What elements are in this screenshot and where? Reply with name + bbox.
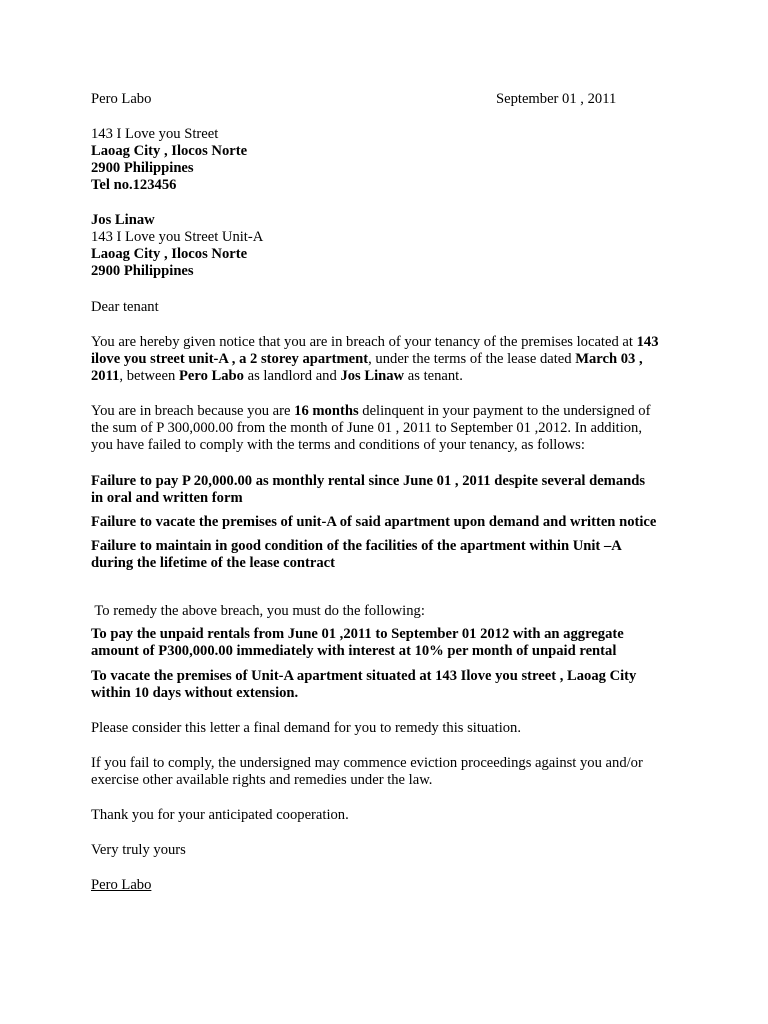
sender-address (91, 126, 691, 194)
final-demand (91, 720, 691, 737)
sender-zip-country: 2900 Philippines (91, 160, 194, 176)
failure-item-3 (91, 538, 691, 572)
breach-text: You are in breach because you are (91, 403, 295, 419)
salutation (91, 299, 691, 316)
notice-text: as landlord and (243, 368, 341, 384)
thanks-text: Thank you for your anticipated cooperation. (91, 807, 349, 823)
closing-text: Very truly yours (91, 842, 186, 858)
remedy-item-2 (91, 668, 691, 702)
sender-city: Laoag City , Ilocos Norte (91, 143, 248, 159)
failure-item-1 (91, 473, 691, 507)
remedy-2-line-1: To vacate the premises of Unit-A apartment situated at 143 Ilove you street , Laoag City (91, 668, 637, 684)
failure-1-line-2: in oral and written form (91, 490, 243, 506)
delinquent-months: 16 months (294, 403, 359, 419)
thanks (91, 807, 691, 824)
eviction-line-1: If you fail to comply, the undersigned may commence eviction proceedings against you and/or (91, 755, 643, 771)
notice-line-3 (91, 368, 691, 385)
remedy-2-line-2: within 10 days without extension. (91, 685, 299, 701)
notice-text: , between (119, 368, 179, 384)
recipient-city: Laoag City , Ilocos Norte (91, 246, 248, 262)
remedy-1-line-2: amount of P300,000.00 immediately with interest at 10% per month of unpaid rental (91, 643, 617, 659)
notice-text: , under the terms of the lease dated (368, 351, 576, 367)
breach-line-1 (91, 403, 691, 420)
breach-line-3: you have failed to comply with the terms and conditions of your tenancy, as follows: (91, 437, 585, 453)
sender-tel: Tel no.123456 (91, 177, 177, 193)
recipient-zip-country: 2900 Philippines (91, 263, 194, 279)
failure-item-2 (91, 514, 691, 531)
signature (91, 877, 691, 894)
notice-paragraph (91, 334, 691, 385)
breach-text: delinquent in your payment to the undersigned of (358, 403, 651, 419)
failure-1-line-1: Failure to pay P 20,000.00 as monthly rental since June 01 , 2011 despite several demands (91, 473, 646, 489)
notice-text: You are hereby given notice that you are in breach of your tenancy of the premises located at (91, 334, 637, 350)
landlord-name: Pero Labo (178, 368, 244, 384)
remedy-1-line-1: To pay the unpaid rentals from June 01 ,2011 to September 01 2012 with an aggregate (91, 626, 624, 642)
sender-street: 143 I Love you Street (91, 126, 219, 142)
lease-year: 2011 (91, 368, 120, 384)
sender-name: Pero Labo (91, 91, 152, 107)
lease-date-part: March 03 , (575, 351, 643, 367)
notice-line-1 (91, 334, 691, 351)
premises-description: ilove you street unit-A , a 2 storey apartment (91, 351, 369, 367)
letter-date: September 01 , 2011 (496, 91, 617, 107)
recipient-name: Jos Linaw (91, 212, 155, 228)
tenant-name: Jos Linaw (340, 368, 405, 384)
premises-number: 143 (636, 334, 659, 350)
breach-line-2: the sum of P 300,000.00 from the month of June 01 , 2011 to September 01 ,2012. In addition, (91, 420, 642, 436)
remedy-intro (91, 603, 691, 620)
closing (91, 842, 691, 859)
remedy-item-1 (91, 626, 691, 660)
notice-text: as tenant. (404, 368, 463, 384)
salutation-text: Dear tenant (91, 299, 159, 315)
eviction-line-2: exercise other available rights and remedies under the law. (91, 772, 433, 788)
remedy-intro-text: To remedy the above breach, you must do the following: (91, 603, 425, 619)
breach-paragraph (91, 403, 691, 454)
recipient-street: 143 I Love you Street Unit-A (91, 229, 264, 245)
notice-line-2 (91, 351, 691, 368)
eviction-paragraph (91, 755, 691, 789)
recipient-address (91, 212, 691, 280)
signature-name: Pero Labo (91, 877, 152, 893)
failure-3-line-1: Failure to maintain in good condition of the facilities of the apartment within Unit –A (91, 538, 622, 554)
failure-2-line-1: Failure to vacate the premises of unit-A of said apartment upon demand and written notice (91, 514, 657, 530)
final-demand-text: Please consider this letter a final demand for you to remedy this situation. (91, 720, 522, 736)
failure-3-line-2: during the lifetime of the lease contract (91, 555, 335, 571)
